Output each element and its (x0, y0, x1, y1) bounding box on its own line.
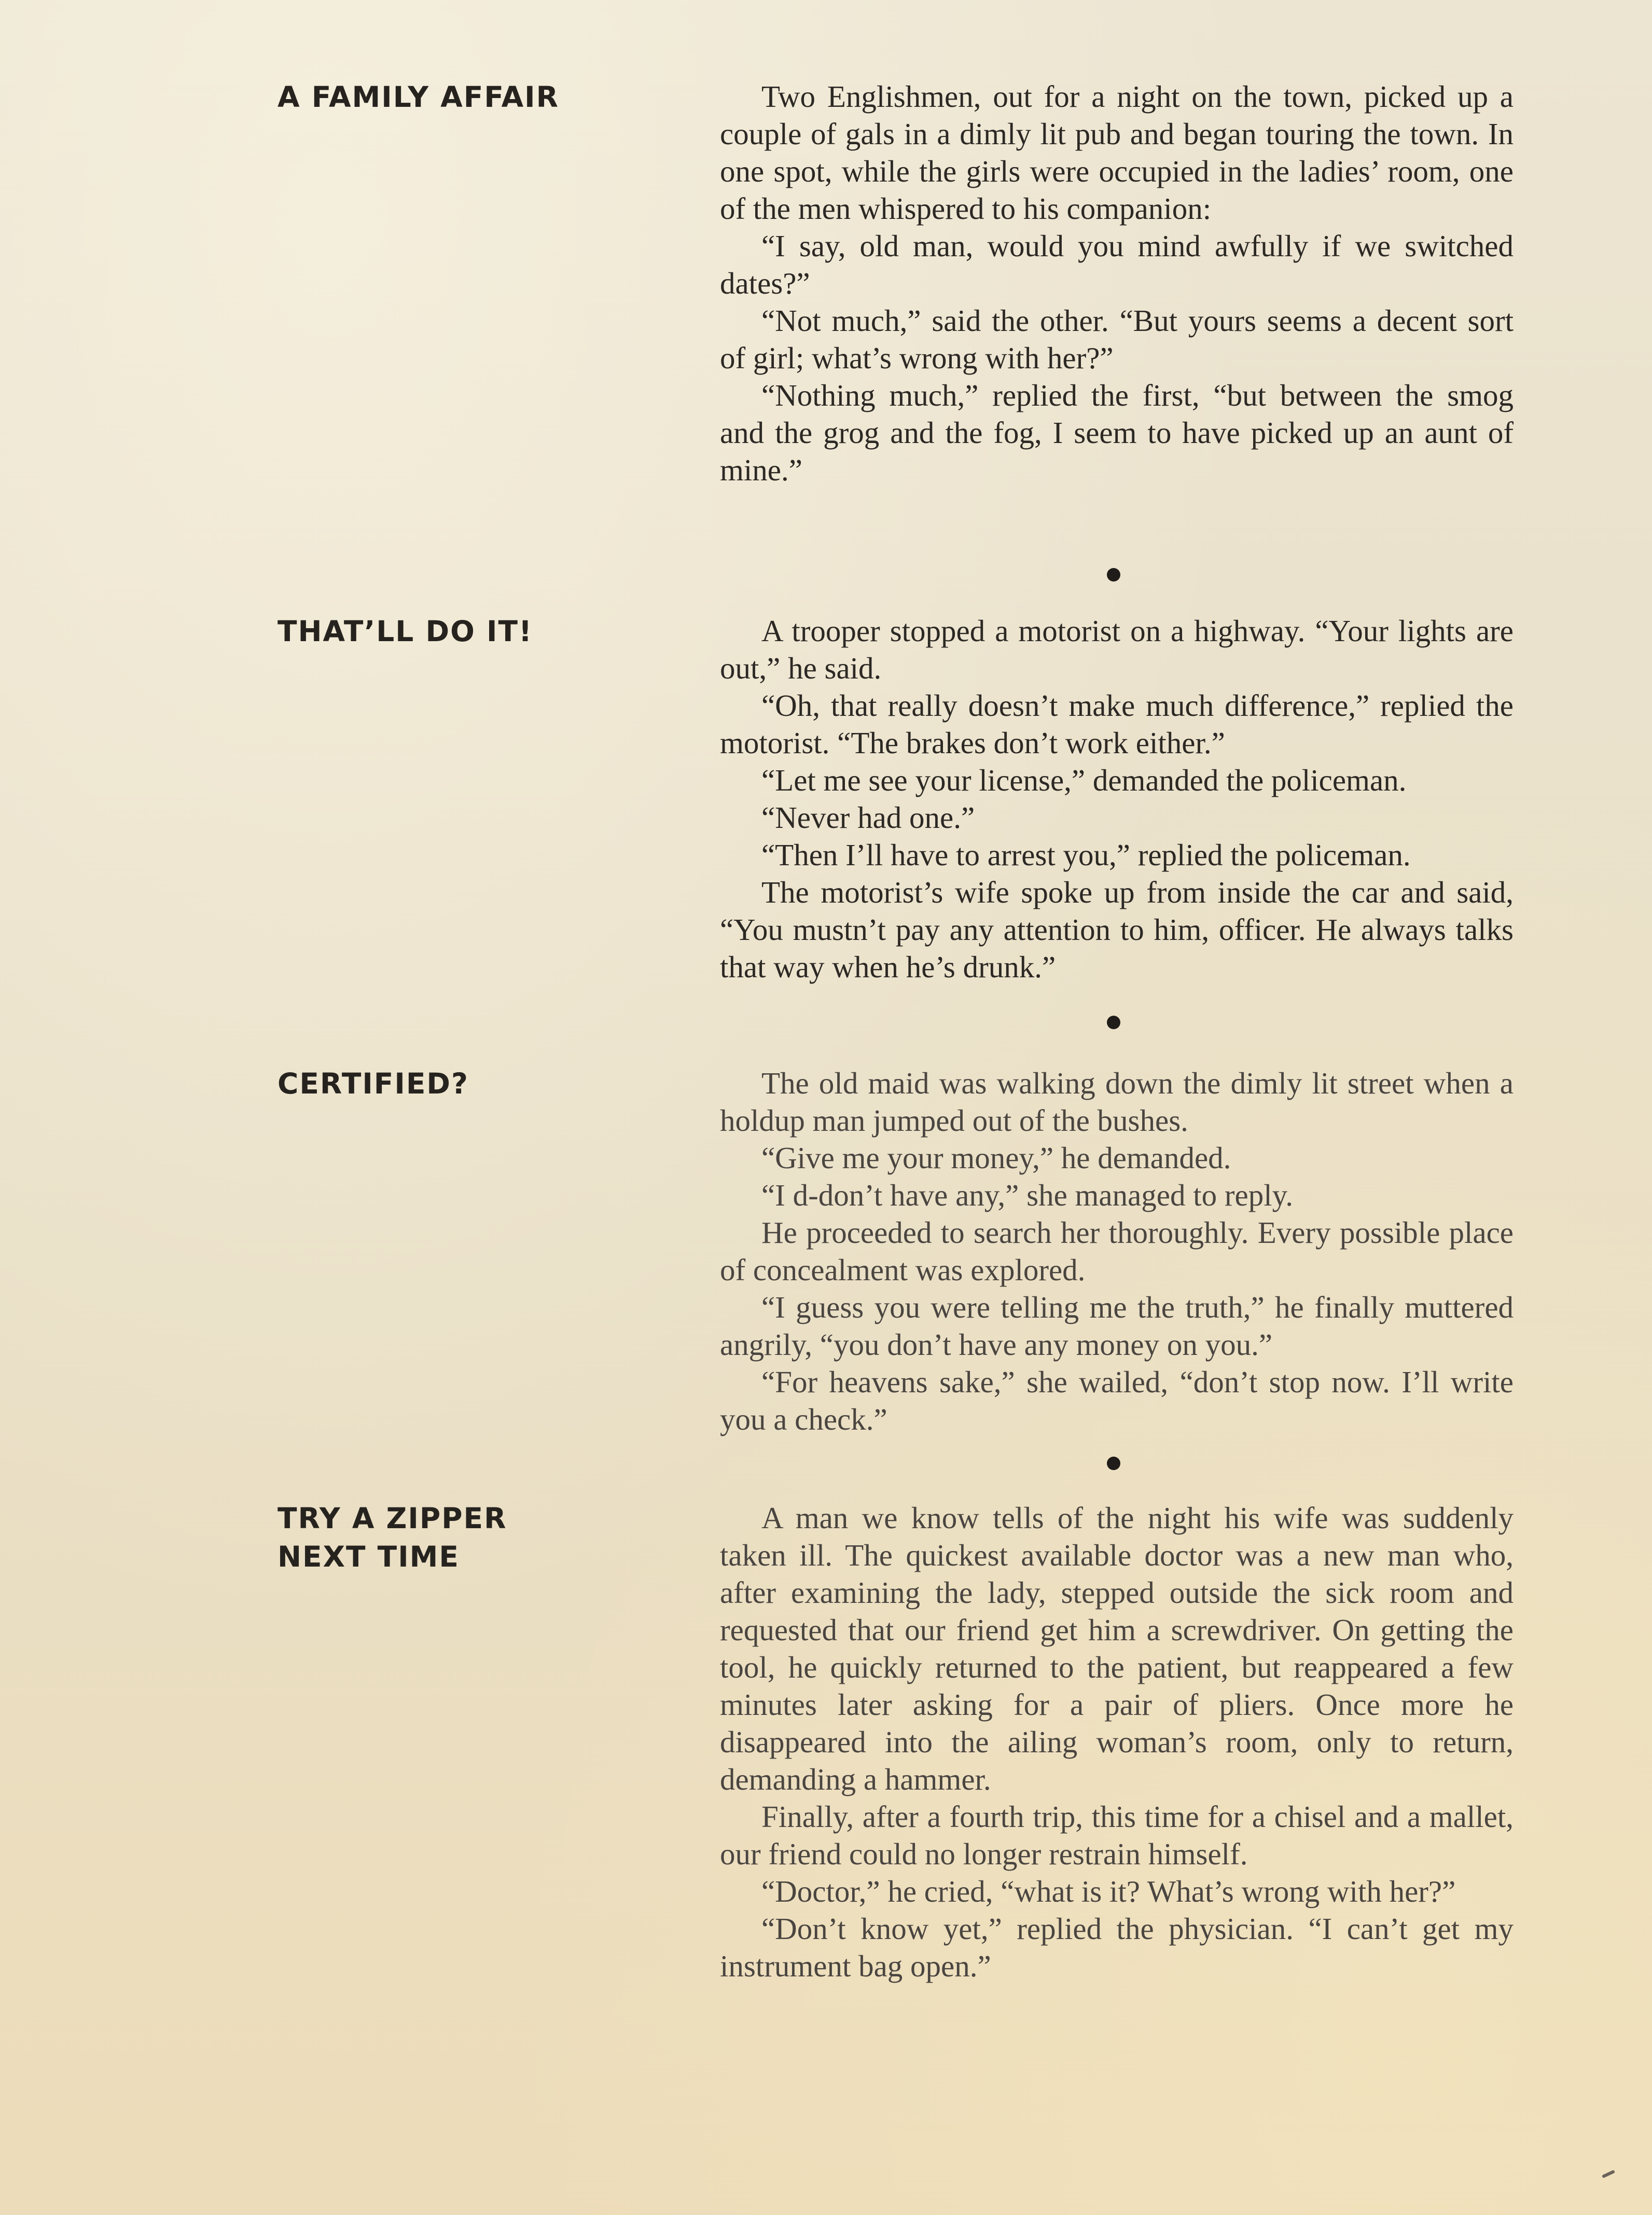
section-heading (277, 612, 672, 650)
section-body (720, 1499, 1514, 1985)
section-body (720, 612, 1514, 986)
paragraph: “I d-don’t have any,” she managed to reply. (761, 1178, 1294, 1212)
paragraph: “Then I’ll have to arrest you,” replied the policeman. (761, 838, 1411, 872)
heading-line: A FAMILY AFFAIR (277, 80, 559, 114)
pencil-mark (1602, 2170, 1615, 2178)
paragraph: Finally, after a fourth trip, this time for a chisel and a mallet, our friend could no longer restrain himself. (720, 1799, 1514, 1871)
paragraph: He proceeded to search her thoroughly. Every possible place of concealment was explored. (720, 1215, 1514, 1287)
section-heading (277, 1499, 672, 1576)
section-body (720, 1064, 1514, 1438)
section-divider-bullet (1107, 1457, 1120, 1470)
paragraph: The old maid was walking down the dimly lit street when a holdup man jumped out of the bushes. (720, 1066, 1514, 1138)
paragraph: A man we know tells of the night his wife was suddenly taken ill. The quickest available doctor was a new man who, after examining the lady, stepped outside the sick room and requested that our friend get him a screwdriver. On getting the tool, he quickly returned to the patient, but reappeared a few minutes later asking for a pair of pliers. Once more he disappeared into the ailing woman’s room, only to return, demanding a hammer. (720, 1501, 1514, 1796)
section-heading (277, 1064, 672, 1103)
heading-line: CERTIFIED? (277, 1067, 469, 1100)
paragraph: “Never had one.” (761, 800, 975, 835)
paragraph: Two Englishmen, out for a night on the town, picked up a couple of gals in a dimly lit pub and began touring the town. In one spot, while the girls were occupied in the ladies’ room, one of the men whispered to his companion: (720, 79, 1514, 226)
paragraph: “I say, old man, would you mind awfully if we switched dates?” (720, 229, 1514, 300)
heading-line: THAT’LL DO IT! (277, 615, 533, 648)
section-heading (277, 78, 672, 116)
paragraph: “Not much,” said the other. “But yours seems a decent sort of girl; what’s wrong with her?” (720, 303, 1514, 375)
heading-line: TRY A ZIPPER (277, 1502, 507, 1535)
paragraph: “Oh, that really doesn’t make much difference,” replied the motorist. “The brakes don’t work either.” (720, 688, 1514, 760)
section-body (720, 78, 1514, 489)
heading-line: NEXT TIME (277, 1540, 460, 1573)
paragraph: A trooper stopped a motorist on a highway. “Your lights are out,” he said. (720, 614, 1514, 685)
paragraph: “Don’t know yet,” replied the physician. “I can’t get my instrument bag open.” (720, 1912, 1514, 1983)
paragraph: “Let me see your license,” demanded the policeman. (761, 763, 1407, 797)
section-divider-bullet (1107, 568, 1120, 582)
paragraph: “Nothing much,” replied the first, “but between the smog and the grog and the fog, I seem to have picked up an aunt of mine.” (720, 378, 1514, 487)
paragraph: “I guess you were telling me the truth,” he finally muttered angrily, “you don’t have any money on you.” (720, 1290, 1514, 1362)
paragraph: “Give me your money,” he demanded. (761, 1141, 1231, 1175)
paragraph: The motorist’s wife spoke up from inside the car and said, “You mustn’t pay any attention to him, officer. He always talks that way when he’s drunk.” (720, 875, 1514, 984)
section-divider-bullet (1107, 1016, 1120, 1029)
paragraph: “Doctor,” he cried, “what is it? What’s wrong with her?” (761, 1874, 1456, 1908)
paragraph: “For heavens sake,” she wailed, “don’t stop now. I’ll write you a check.” (720, 1365, 1514, 1436)
